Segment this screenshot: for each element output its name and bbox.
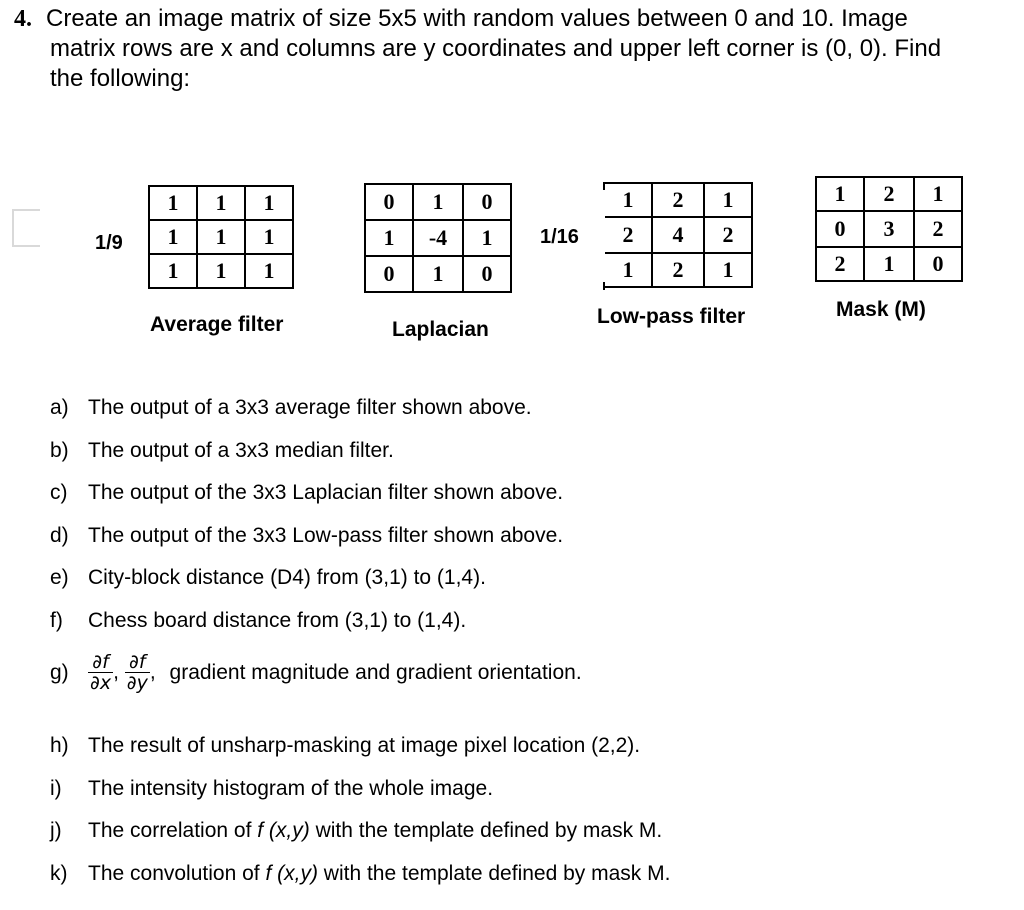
list-item-i: i) The intensity histogram of the whole image. <box>50 777 494 800</box>
list-item-g: g) $\frac{\partial f}{\partial x}$ , $\frac{\partial f}{\partial y}$ , gradient magnitude and gradient orientation. <box>50 651 582 694</box>
average-cell: 1 <box>149 254 197 288</box>
laplacian-cell: 0 <box>365 256 413 292</box>
mask-cell: 2 <box>816 247 864 281</box>
lowpass-caption: Low-pass filter <box>597 305 746 328</box>
laplacian-cell: 0 <box>463 256 511 292</box>
question-line-3: the following: <box>50 65 191 92</box>
list-item-k: k) The convolution of f (x,y) with the template defined by mask M. <box>50 862 671 885</box>
lowpass-cell: 2 <box>605 217 652 253</box>
mask-cell: 3 <box>864 211 914 247</box>
average-cell: 1 <box>149 220 197 254</box>
average-cell: 1 <box>197 186 245 220</box>
average-filter-matrix <box>148 185 294 289</box>
laplacian-cell: 1 <box>413 184 463 220</box>
mask-cell: 0 <box>914 247 962 281</box>
laplacian-matrix <box>364 183 512 293</box>
lowpass-cell: 1 <box>704 253 752 287</box>
mask-cell: 1 <box>816 177 864 211</box>
list-item-b: b) The output of a 3x3 median filter. <box>50 439 394 462</box>
list-item-h: h) The result of unsharp-masking at image pixel location (2,2). <box>50 734 641 757</box>
mask-cell: 0 <box>816 211 864 247</box>
laplacian-cell: 0 <box>463 184 511 220</box>
average-cell: 1 <box>245 220 293 254</box>
average-filter-scale: 1/9 <box>95 232 123 254</box>
lowpass-cell: 1 <box>605 183 652 217</box>
lowpass-filter-scale: 1/16 <box>540 226 579 248</box>
lowpass-cell: 2 <box>652 183 704 217</box>
average-cell: 1 <box>245 186 293 220</box>
lowpass-cell: 2 <box>652 253 704 287</box>
laplacian-cell: 0 <box>365 184 413 220</box>
average-cell: 1 <box>149 186 197 220</box>
laplacian-caption: Laplacian <box>392 318 489 341</box>
mask-matrix <box>815 176 963 282</box>
lowpass-cell: 2 <box>704 217 752 253</box>
average-cell: 1 <box>197 220 245 254</box>
mask-cell: 1 <box>914 177 962 211</box>
lowpass-cell: 1 <box>605 253 652 287</box>
list-item-a: a) The output of a 3x3 average filter shown above. <box>50 396 532 419</box>
list-item-d: d) The output of the 3x3 Low-pass filter shown above. <box>50 524 564 547</box>
mask-caption: Mask (M) <box>836 298 926 321</box>
laplacian-cell: 1 <box>365 220 413 256</box>
list-item-c: c) The output of the 3x3 Laplacian filter shown above. <box>50 481 564 504</box>
laplacian-cell: 1 <box>463 220 511 256</box>
lowpass-cell: 1 <box>704 183 752 217</box>
checkbox-icon[interactable] <box>12 209 40 247</box>
mask-cell: 2 <box>914 211 962 247</box>
question-line-1: Create an image matrix of size 5x5 with random values between 0 and 10. Image <box>46 5 908 32</box>
mask-cell: 2 <box>864 177 914 211</box>
question-line-2: matrix rows are x and columns are y coordinates and upper left corner is (0, 0). Find <box>50 35 942 62</box>
laplacian-cell: -4 <box>413 220 463 256</box>
partial-fy: $\frac{\partial f}{\partial y}$ <box>126 651 148 694</box>
list-item-e: e) City-block distance (D4) from (3,1) to (1,4). <box>50 566 486 589</box>
average-filter-caption: Average filter <box>150 313 284 336</box>
average-cell: 1 <box>197 254 245 288</box>
list-item-f: f) Chess board distance from (3,1) to (1,4). <box>50 609 467 632</box>
question-number: 4. <box>14 6 32 32</box>
laplacian-cell: 1 <box>413 256 463 292</box>
lowpass-matrix <box>605 182 753 288</box>
partial-fx: $\frac{\partial f}{\partial x}$ <box>90 651 112 694</box>
list-item-j: j) The correlation of f (x,y) with the template defined by mask M. <box>50 819 663 842</box>
lowpass-cell: 4 <box>652 217 704 253</box>
average-cell: 1 <box>245 254 293 288</box>
mask-cell: 1 <box>864 247 914 281</box>
